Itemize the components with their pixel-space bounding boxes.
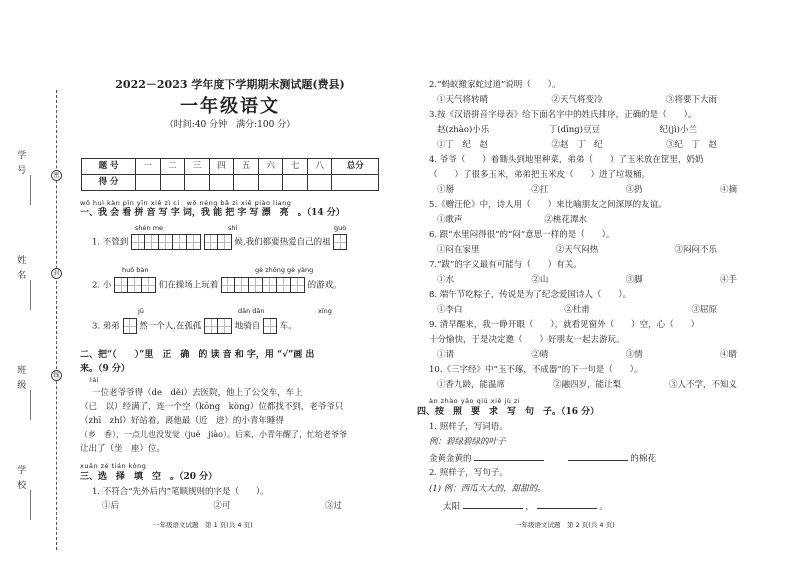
q3-pinyin: xīng (318, 307, 332, 315)
binding-dashed-line (56, 90, 57, 550)
option[interactable]: ③纪 丁 赵 (665, 140, 717, 150)
options-row (437, 185, 737, 196)
option[interactable]: ②赵 丁 纪 (551, 140, 603, 150)
text: 3. 弟弟 (92, 321, 120, 332)
options-row (437, 275, 737, 286)
name-item: 丁(dīng)豆豆 (548, 125, 600, 135)
writing-grid[interactable] (263, 318, 277, 334)
score-input-cell[interactable] (258, 175, 283, 191)
option[interactable]: ②可 (213, 501, 231, 511)
question-3-7: 7.“跋”的字义最有可能与（ ）有关。 (429, 260, 582, 270)
option[interactable]: ②桃花潭水 (544, 215, 587, 225)
question-1-2 (92, 277, 342, 293)
option[interactable]: ②晴 (531, 350, 549, 360)
option[interactable]: ③扔 (625, 185, 643, 195)
answer-line-1 (429, 452, 656, 465)
q1-pinyin: guò (334, 224, 347, 232)
option[interactable]: ①水 (437, 275, 455, 285)
passage-line: 让出了（坐 座）位。 (80, 444, 166, 454)
options-row (437, 350, 737, 361)
field-line (30, 390, 31, 420)
writing-grid[interactable] (221, 277, 305, 293)
q1-pinyin: shén me (135, 224, 164, 232)
text: 然一个人,在孤孤 (139, 321, 202, 332)
answer-blank[interactable] (463, 500, 523, 509)
answer-line-2: 太阳 ， 。 (443, 502, 608, 512)
score-input-cell[interactable] (185, 175, 210, 191)
answer-blank[interactable] (568, 452, 628, 461)
option[interactable]: ②扛 (531, 185, 549, 195)
name-item: 赵(zhào)小乐 (437, 125, 490, 135)
options-row (437, 245, 717, 256)
score-input-cell[interactable] (307, 175, 332, 191)
field-line (30, 490, 31, 520)
passage-line: 一位老爷爷得（de děi）去医院，他上了公交车，车上 (92, 388, 303, 398)
section4-pinyin: àn zhào yāo qiú xiě jù zi (429, 397, 521, 405)
passage-line: （乡 香），一点儿也没发觉（jué jiào）。后来，小青年醒了，忙给老爷爷 (80, 430, 347, 439)
option[interactable]: ②天气闷热 (555, 245, 599, 255)
score-header-cell: 八 (307, 159, 332, 175)
q2-pinyin: gè zhǒng gè yàng (255, 266, 314, 274)
question-3-8: 8. 端午节吃粽子，传说是为了纪念爱国诗人（ ）。 (429, 290, 632, 300)
writing-grid[interactable] (204, 318, 232, 334)
score-input-cell[interactable] (283, 175, 308, 191)
text: 1. 不管到 (92, 237, 129, 248)
options-row (437, 95, 717, 106)
field-school: 学校 (15, 465, 26, 495)
q3-pinyin: dān dān (238, 307, 265, 315)
option[interactable]: ④手 (719, 275, 737, 285)
names-row (437, 125, 697, 136)
field-student-id: 学号 (15, 150, 26, 180)
text: 太阳 (443, 502, 461, 512)
writing-grid[interactable] (333, 234, 347, 250)
option[interactable]: ②杜甫 (564, 305, 590, 315)
score-header-cell: 总分 (332, 159, 379, 175)
option[interactable]: ①闷在家里 (437, 245, 480, 255)
text: 2. 小 (92, 280, 112, 291)
option[interactable]: ②山 (531, 275, 549, 285)
question-1-1 (92, 234, 347, 250)
question-3-2: 2.“蚂蚁搬家蛇过道”说明（ ）。 (429, 80, 561, 90)
option[interactable]: ④睛 (719, 350, 737, 360)
question-3-4: 4. 爷爷（ ）着锄头到地里种菜，弟弟（ ）了玉米放在筐里，奶奶 (429, 155, 704, 165)
option[interactable]: ②天气将变冷 (551, 95, 603, 105)
field-line (30, 175, 31, 205)
question-3-10: 10.《三字经》中“玉不琢，不成器”的下一句是（ ）。 (429, 365, 643, 375)
example-2: (1) 例：西瓜大大的，甜甜的。 (429, 484, 546, 494)
exam-title: 2022－2023 学年度下学期期末测试题(费县) (115, 78, 345, 91)
option[interactable]: ③屈原 (691, 305, 717, 315)
seal-mark-feng: 封 (51, 268, 62, 279)
question-3-5: 5.《赠汪伦》中，诗人用（ ）来比喻朋友之间深厚的友谊。 (429, 200, 667, 210)
option[interactable]: ③脚 (625, 275, 643, 285)
seal-mark-mi: 密 (51, 170, 62, 181)
text: 候,我们都要热爱自己的祖 (234, 237, 331, 248)
score-row-label: 得 分 (82, 175, 136, 191)
section4-title: 四、按 照 要 求 写 句 子。（16 分） (417, 407, 600, 417)
section2-title: 二、把“（ ）”里 正 确 的 读 音 和 字，用 “√”画 出 (80, 350, 315, 360)
section1-pinyin: wǒ huì kàn pīn yīn xiě zì cí wǒ néng bǎ zì xiě piào liang (80, 199, 292, 207)
text: 的棉花 (630, 454, 656, 464)
score-header-cell: 题 号 (82, 159, 136, 175)
option[interactable]: ①丁 纪 赵 (437, 140, 489, 150)
score-header-cell: 五 (234, 159, 259, 175)
option[interactable]: ①香九龄，能温席 (437, 380, 506, 390)
text: 们在操场上玩着 (158, 280, 219, 291)
options-row (437, 140, 717, 151)
options-row (102, 501, 342, 512)
section3-pinyin: xuǎn zé tián kòng (80, 462, 147, 470)
score-table (81, 158, 379, 191)
option[interactable]: ②融四岁，能让梨 (552, 380, 621, 390)
answer-blank[interactable] (537, 500, 597, 509)
option[interactable]: ④摘 (719, 185, 737, 195)
question-1-3 (92, 318, 297, 334)
option[interactable]: ③将要下大雨 (665, 95, 717, 105)
options-row (437, 215, 587, 226)
score-header-cell: 六 (258, 159, 283, 175)
option[interactable]: ①李白 (437, 305, 463, 315)
score-header-cell: 四 (209, 159, 234, 175)
question-3-6: 6. 跟“水里闷得很”的“闷”意思一样的是（ ）。 (429, 230, 615, 240)
question-3-9-cont: 十分愉快，于是决定邀（ ）好朋友一起去游玩。 (429, 335, 625, 345)
options-row (437, 380, 737, 391)
seal-mark-xian: 线 (51, 370, 62, 381)
example-1: 例：碧绿碧绿的叶子 (429, 437, 506, 447)
option[interactable]: ③过 (324, 501, 342, 511)
option[interactable]: ③闷闷不乐 (674, 245, 717, 255)
page-footer: 一年级语文试题 第 2 页(共 4 页) (515, 521, 615, 529)
field-line (30, 280, 31, 310)
writing-grid[interactable] (114, 277, 156, 293)
exam-meta: （时间:40 分钟 满分:100 分） (164, 120, 296, 130)
section3-title: 三、选 择 填 空 。（20 分） (80, 472, 218, 482)
field-name: 姓名 (15, 255, 26, 285)
option[interactable]: ①后 (102, 501, 120, 511)
field-class: 班级 (15, 365, 26, 395)
score-input-cell[interactable] (332, 175, 379, 191)
question-4-2: 2. 照样子，写句子。 (429, 468, 508, 478)
section1-title: 一、我 会 看 拼 音 写 字 词，我 能 把 字 写 漂 亮 。（14 分） (80, 208, 345, 218)
writing-grid[interactable] (123, 318, 137, 334)
section2-title-cont: 来。（9 分） (80, 364, 130, 374)
binding-margin (0, 0, 76, 561)
writing-grid[interactable] (204, 234, 232, 250)
option[interactable]: ①歌声 (437, 215, 463, 225)
score-header-cell: 七 (283, 159, 308, 175)
text: 金黄金黄的 (429, 454, 472, 464)
text: 的游戏。 (307, 280, 342, 291)
q1-pinyin: shí (228, 224, 238, 232)
text: 车。 (279, 321, 297, 332)
question-3-4-cont: （ ）了很多玉米，弟弟把玉米皮（ ）进了垃圾桶。 (429, 170, 651, 180)
score-header-cell: 二 (160, 159, 185, 175)
score-input-cell[interactable] (136, 175, 161, 191)
name-item: 纪(jì)小兰 (659, 125, 697, 135)
question-3-1: 1. 不符合“先外后内”笔顺规则的字是（ ）。 (92, 487, 269, 497)
question-4-1: 1. 照样子，写词语。 (429, 422, 508, 432)
options-row (437, 305, 717, 316)
option[interactable]: ③人不学，不知义 (668, 380, 737, 390)
option[interactable]: ③情 (625, 350, 643, 360)
option[interactable]: ①请 (437, 350, 455, 360)
question-3-9: 9. 清早醒来，我一睁开眼（ ），就看见窗外（ ）空，心（ ） (429, 320, 700, 330)
score-header-cell: 三 (185, 159, 210, 175)
exam-subtitle: 一年级语文 (180, 96, 280, 117)
option[interactable]: ①掰 (437, 185, 455, 195)
score-header-cell: 一 (136, 159, 161, 175)
q3-pinyin: jū (138, 307, 144, 315)
question-3-3: 3.按《汉语拼音字母表》给下面名字中的姓氏排序，正确的是（ ）。 (429, 110, 697, 120)
answer-blank[interactable] (474, 452, 544, 461)
score-input-cell[interactable] (160, 175, 185, 191)
passage-line: （已 以）经满了，连一个空（kōng kòng）位都找不到，老爷爷只 (80, 402, 344, 412)
passage-line: （zhī zhǐ）好站着。离他最（近 进）的小青年睡得 (80, 416, 284, 426)
text: 地骑自 (234, 321, 261, 332)
left-page (78, 0, 382, 561)
score-input-cell[interactable] (234, 175, 259, 191)
score-input-cell[interactable] (209, 175, 234, 191)
q2-pinyin: huǒ bàn (122, 266, 149, 274)
page-footer: 一年级语文试题 第 1 页(共 4 页) (153, 521, 253, 529)
writing-grid[interactable] (131, 234, 201, 250)
option[interactable]: ①天气将转晴 (437, 95, 489, 105)
section2-pinyin: lái (90, 376, 100, 384)
right-page (415, 0, 775, 561)
